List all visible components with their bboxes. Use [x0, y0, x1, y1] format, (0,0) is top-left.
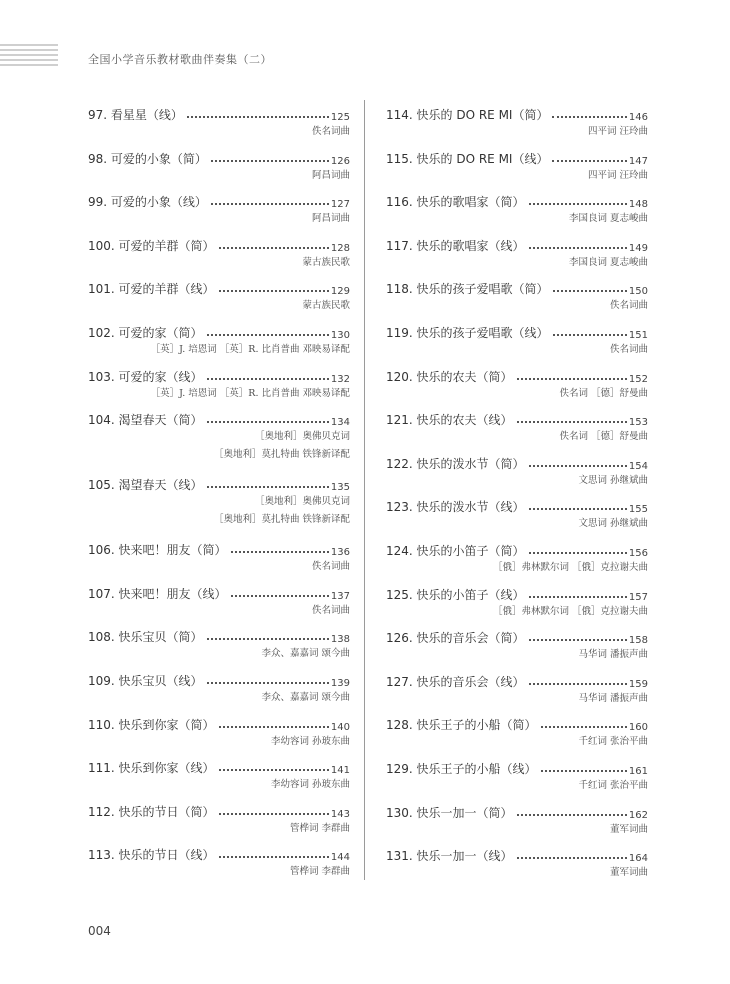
toc-entry[interactable]: [386, 148, 648, 192]
song-title: 109. 快乐宝贝（线）: [88, 673, 203, 688]
song-title: 101. 可爱的羊群（线）: [88, 282, 215, 297]
toc-entry-title-row: [88, 583, 350, 602]
toc-entry-title-row: [386, 148, 648, 167]
toc-entry-title-row: [88, 191, 350, 210]
song-title: 115. 快乐的 DO RE MI（线）: [386, 151, 549, 166]
toc-entry[interactable]: [386, 584, 648, 628]
song-title: 121. 快乐的农夫（线）: [386, 413, 513, 428]
song-title: 100. 可爱的羊群（简）: [88, 238, 215, 253]
page-ref: 127: [330, 199, 350, 211]
song-credits: ［英］J. 培恩词 ［英］R. 比肖普曲 邓映易译配: [150, 387, 350, 399]
toc-entry-title-row: [88, 322, 350, 341]
page-ref: 161: [628, 765, 648, 777]
toc-entry-title-row: [386, 845, 648, 864]
toc-entry-title-row: [88, 474, 350, 493]
page-ref: 125: [330, 112, 350, 123]
toc-entry[interactable]: [386, 845, 648, 889]
song-title: 108. 快乐宝贝（简）: [88, 630, 203, 645]
toc-entry-title-row: [88, 801, 350, 820]
page-ref: 159: [628, 678, 648, 690]
toc-entry-title-row: [88, 757, 350, 776]
page-ref: 130: [330, 329, 350, 341]
song-credits: 李国良词 夏志峻曲: [568, 213, 648, 225]
song-title: 123. 快乐的泼水节（线）: [386, 500, 525, 515]
song-title: 124. 快乐的小笛子（简）: [386, 543, 525, 558]
toc-entry[interactable]: [88, 409, 350, 474]
toc-entry-title-row: [386, 104, 648, 123]
toc-entry[interactable]: [386, 235, 648, 279]
page-ref: 134: [330, 417, 350, 429]
leader-dots: [517, 377, 627, 380]
leader-dots: [211, 202, 329, 205]
leader-dots: [529, 638, 627, 641]
leader-dots: [207, 681, 329, 684]
page-ref: 129: [330, 286, 350, 298]
toc-entry[interactable]: [88, 801, 350, 845]
toc-entry[interactable]: [88, 148, 350, 192]
toc-column-right: [386, 104, 648, 889]
page-ref: 155: [628, 504, 648, 516]
toc-entry-title-row: [386, 627, 648, 646]
toc-entry[interactable]: [386, 758, 648, 802]
toc-entry[interactable]: [386, 322, 648, 366]
toc-entry-title-row: [88, 104, 350, 123]
leader-dots: [219, 812, 329, 815]
toc-entry-title-row: [386, 584, 648, 603]
song-title: 120. 快乐的农夫（简）: [386, 369, 513, 384]
page-ref: 141: [330, 765, 350, 777]
leader-dots: [529, 464, 627, 467]
toc-entry-title-row: [386, 540, 648, 559]
page-ref: 160: [628, 722, 648, 734]
page-ref: 137: [330, 590, 350, 602]
toc-entry-title-row: [386, 235, 648, 254]
page-ref: 128: [330, 242, 350, 254]
song-title: 107. 快来吧！朋友（线）: [88, 586, 227, 601]
leader-dots: [211, 159, 329, 162]
toc-entry[interactable]: [386, 496, 648, 540]
page-ref: 153: [628, 417, 648, 429]
song-title: 117. 快乐的歌唱家（线）: [386, 238, 525, 253]
page-ref: 126: [330, 155, 350, 167]
leader-dots: [231, 550, 329, 553]
toc-entry-title-row: [88, 409, 350, 428]
page-ref: 150: [628, 286, 648, 298]
song-title: 122. 快乐的泼水节（简）: [386, 456, 525, 471]
page-ref: 138: [330, 634, 350, 646]
page-ref: 158: [628, 635, 648, 647]
song-credits: 文思词 孙继斌曲: [578, 518, 648, 530]
song-credits: 佚名词曲: [311, 561, 350, 573]
page-ref: 144: [330, 852, 350, 864]
toc-entry[interactable]: [88, 626, 350, 670]
song-title: 128. 快乐王子的小船（简）: [386, 718, 537, 733]
song-credits: 管桦词 李群曲: [289, 822, 350, 834]
song-title: 127. 快乐的音乐会（线）: [386, 674, 525, 689]
leader-dots: [552, 115, 626, 118]
toc-entry[interactable]: [386, 627, 648, 671]
column-divider: [364, 100, 365, 880]
song-title: 114. 快乐的 DO RE MI（简）: [386, 108, 549, 122]
song-credits: ［奥地利］莫扎特曲 铁锋新译配: [213, 449, 350, 461]
leader-dots: [207, 420, 329, 423]
song-credits: ［俄］弗林默尔词 ［俄］克拉谢夫曲: [492, 605, 648, 617]
page-ref: 164: [628, 853, 648, 865]
leader-dots: [231, 594, 329, 597]
song-credits: 佚名词 ［德］舒曼曲: [559, 387, 648, 399]
toc-entry[interactable]: [88, 322, 350, 366]
song-title: 131. 快乐一加一（线）: [386, 849, 513, 864]
toc-entry[interactable]: [88, 714, 350, 758]
page-ref: 143: [330, 808, 350, 820]
song-credits: 四平词 汪玲曲: [587, 169, 648, 181]
song-credits: 佚名词曲: [609, 343, 648, 355]
song-credits: 管桦词 李群曲: [289, 866, 350, 878]
toc-entry-title-row: [88, 366, 350, 385]
toc-entry-title-row: [386, 278, 648, 297]
leader-dots: [553, 333, 627, 336]
song-credits: 佚名词曲: [609, 300, 648, 312]
page-ref: 162: [628, 809, 648, 821]
page-ref: 139: [330, 677, 350, 689]
song-credits: 马华词 潘振声曲: [578, 692, 648, 704]
leader-dots: [529, 246, 627, 249]
page-ref: 154: [628, 460, 648, 472]
toc-entry-title-row: [386, 496, 648, 515]
leader-dots: [219, 768, 329, 771]
page-ref: 149: [628, 242, 648, 254]
song-title: 129. 快乐王子的小船（线）: [386, 761, 537, 776]
song-credits: ［英］J. 培恩词 ［英］R. 比肖普曲 邓映易译配: [150, 343, 350, 355]
song-credits: ［俄］弗林默尔词 ［俄］克拉谢夫曲: [492, 561, 648, 573]
toc-entry[interactable]: [88, 366, 350, 410]
leader-dots: [219, 725, 329, 728]
song-credits: 李幼容词 孙玻东曲: [270, 735, 350, 747]
song-title: 112. 快乐的节日（简）: [88, 804, 215, 819]
toc-entry-title-row: [386, 191, 648, 210]
song-credits: ［奥地利］奥佛贝克词: [254, 431, 350, 443]
toc-entry[interactable]: [88, 539, 350, 583]
toc-entry-title-row: [88, 539, 350, 558]
toc-entry-title-row: [386, 802, 648, 821]
song-title: 105. 渴望春天（线）: [88, 478, 203, 493]
song-credits: 李国良词 夏志峻曲: [568, 256, 648, 268]
toc-column-left: [88, 104, 350, 888]
leader-dots: [552, 159, 626, 162]
toc-entry[interactable]: [88, 583, 350, 627]
leader-dots: [553, 289, 627, 292]
song-credits: 李众、嘉嘉词 颂今曲: [261, 648, 350, 660]
song-credits: 李众、嘉嘉词 颂今曲: [261, 691, 350, 703]
leader-dots: [219, 289, 329, 292]
song-title: 99. 可爱的小象（线）: [88, 195, 207, 210]
song-credits: ［奥地利］莫扎特曲 铁锋新译配: [213, 514, 350, 526]
toc-entry[interactable]: [386, 104, 648, 148]
toc-entry[interactable]: [386, 671, 648, 715]
toc-entry-title-row: [88, 148, 350, 167]
song-credits: 佚名词曲: [311, 604, 350, 616]
leader-dots: [529, 551, 627, 554]
song-credits: 文思词 孙继斌曲: [578, 474, 648, 486]
toc-entry[interactable]: [386, 453, 648, 497]
song-title: 113. 快乐的节日（线）: [88, 848, 215, 863]
song-credits: 佚名词曲: [311, 126, 350, 137]
song-credits: ［奥地利］奥佛贝克词: [254, 496, 350, 508]
leader-dots: [517, 813, 627, 816]
leader-dots: [541, 769, 627, 772]
song-title: 116. 快乐的歌唱家（简）: [386, 195, 525, 210]
song-credits: 佚名词 ［德］舒曼曲: [559, 431, 648, 443]
toc-entry[interactable]: [88, 104, 350, 148]
song-title: 125. 快乐的小笛子（线）: [386, 587, 525, 602]
page-ref: 157: [628, 591, 648, 603]
song-credits: 四平词 汪玲曲: [587, 126, 648, 137]
toc-entry[interactable]: [386, 540, 648, 584]
toc-entry[interactable]: [386, 191, 648, 235]
song-credits: 千红词 张治平曲: [578, 736, 648, 748]
leader-dots: [207, 485, 329, 488]
page-ref: 146: [628, 112, 648, 123]
page-ref: 136: [330, 547, 350, 559]
toc-entry[interactable]: [386, 802, 648, 846]
song-title: 118. 快乐的孩子爱唱歌（简）: [386, 282, 549, 297]
song-title: 98. 可爱的小象（简）: [88, 151, 207, 166]
leader-dots: [529, 202, 627, 205]
header-decoration: [0, 44, 58, 70]
page-ref: 147: [628, 155, 648, 167]
leader-dots: [529, 682, 627, 685]
page-ref: 132: [330, 373, 350, 385]
song-credits: 阿昌词曲: [311, 213, 350, 225]
toc-entry-title-row: [386, 671, 648, 690]
song-credits: 阿昌词曲: [311, 169, 350, 181]
toc-entry[interactable]: [88, 844, 350, 888]
song-title: 119. 快乐的孩子爱唱歌（线）: [386, 325, 549, 340]
page-number: 004: [88, 924, 111, 938]
toc-entry[interactable]: [386, 409, 648, 453]
song-credits: 蒙古族民歌: [302, 256, 350, 268]
running-header-title: 全国小学音乐教材歌曲伴奏集（二）: [88, 53, 272, 66]
toc-entry-title-row: [386, 366, 648, 385]
song-title: 111. 快乐到你家（线）: [88, 761, 215, 776]
song-title: 97. 看星星（线）: [88, 108, 183, 122]
song-title: 103. 可爱的家（线）: [88, 369, 203, 384]
toc-entry-title-row: [88, 714, 350, 733]
song-credits: 马华词 潘振声曲: [578, 649, 648, 661]
leader-dots: [207, 637, 329, 640]
leader-dots: [517, 856, 627, 859]
song-title: 102. 可爱的家（简）: [88, 325, 203, 340]
leader-dots: [207, 333, 329, 336]
toc-entry[interactable]: [386, 366, 648, 410]
toc-entry-title-row: [88, 670, 350, 689]
song-title: 106. 快来吧！朋友（简）: [88, 543, 227, 558]
toc-entry-title-row: [88, 844, 350, 863]
toc-entry[interactable]: [386, 278, 648, 322]
toc-entry-title-row: [386, 714, 648, 733]
leader-dots: [219, 246, 329, 249]
song-credits: 董军词曲: [609, 823, 648, 835]
leader-dots: [219, 855, 329, 858]
toc-entry[interactable]: [88, 235, 350, 279]
toc-entry[interactable]: [88, 670, 350, 714]
toc-entry-title-row: [88, 626, 350, 645]
song-title: 130. 快乐一加一（简）: [386, 805, 513, 820]
song-title: 104. 渴望春天（简）: [88, 413, 203, 428]
page-ref: 151: [628, 329, 648, 341]
song-credits: 千红词 张治平曲: [578, 779, 648, 791]
toc-entry-title-row: [88, 278, 350, 297]
toc-entry-title-row: [386, 453, 648, 472]
leader-dots: [207, 377, 329, 380]
page-ref: 148: [628, 199, 648, 211]
leader-dots: [517, 420, 627, 423]
song-credits: 蒙古族民歌: [302, 300, 350, 312]
page-ref: 135: [330, 482, 350, 494]
toc-entry[interactable]: [88, 191, 350, 235]
song-credits: 李幼容词 孙玻东曲: [270, 779, 350, 791]
leader-dots: [529, 595, 627, 598]
page-ref: 156: [628, 547, 648, 559]
toc-entry[interactable]: [88, 474, 350, 539]
page-ref: 152: [628, 373, 648, 385]
toc-entry-title-row: [386, 758, 648, 777]
leader-dots: [541, 725, 627, 728]
song-title: 126. 快乐的音乐会（简）: [386, 631, 525, 646]
song-title: 110. 快乐到你家（简）: [88, 717, 215, 732]
toc-entry-title-row: [88, 235, 350, 254]
toc-entry[interactable]: [88, 278, 350, 322]
toc-entry[interactable]: [386, 714, 648, 758]
song-credits: 董军词曲: [609, 867, 648, 879]
leader-dots: [187, 115, 329, 118]
toc-entry-title-row: [386, 322, 648, 341]
page-ref: 140: [330, 721, 350, 733]
toc-entry-title-row: [386, 409, 648, 428]
toc-entry[interactable]: [88, 757, 350, 801]
leader-dots: [529, 507, 627, 510]
